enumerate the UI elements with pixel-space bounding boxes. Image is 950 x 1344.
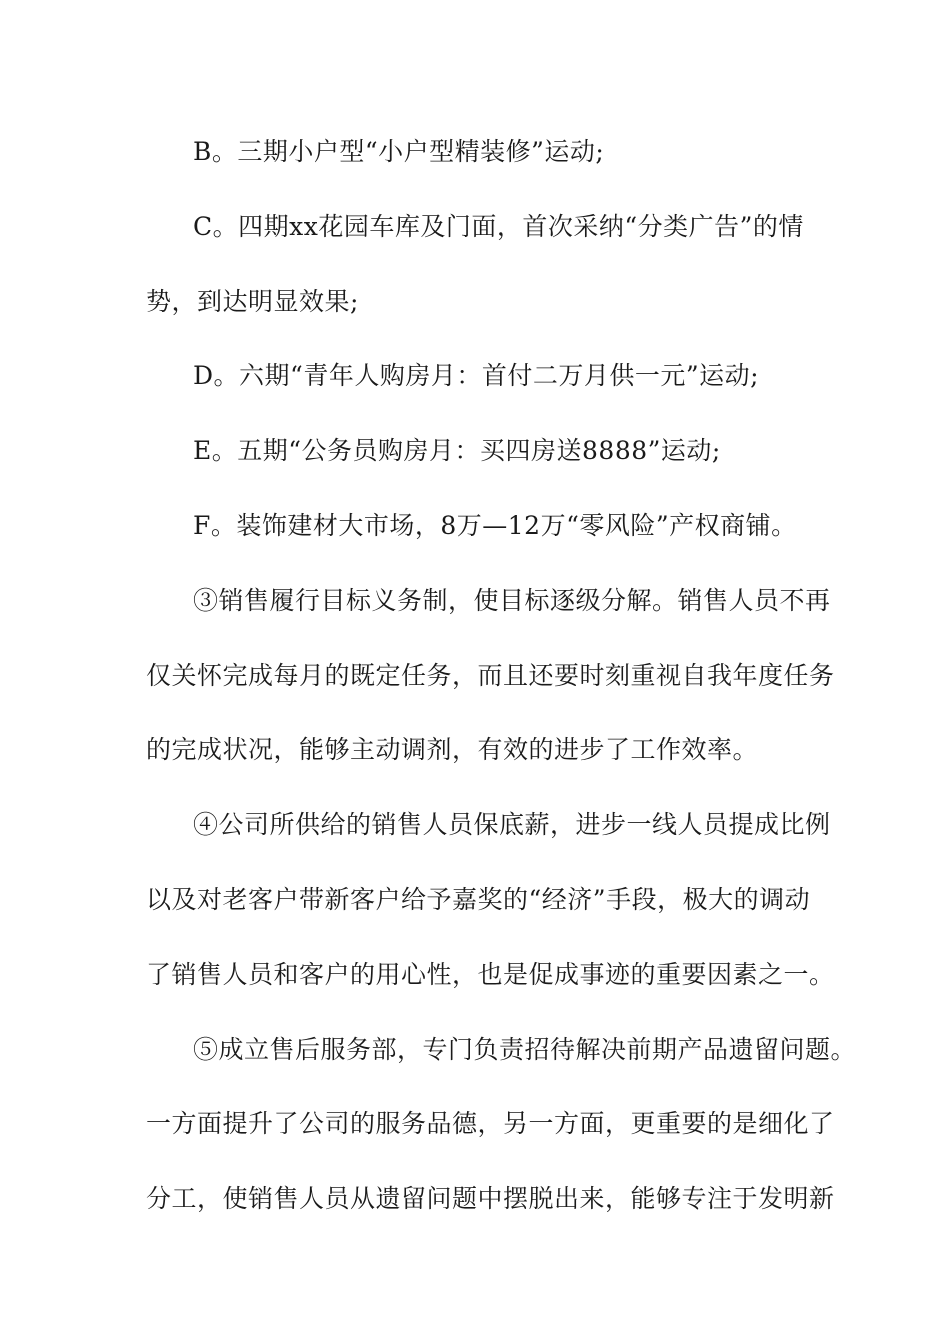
text-line: ④公司所供给的销售人员保底薪，进步一线人员提成比例 <box>193 810 831 839</box>
text-line: ⑤成立售后服务部，专门负责招待解决前期产品遗留问题。 <box>193 1035 857 1064</box>
text-line: 一方面提升了公司的服务品德，另一方面，更重要的是细化了 <box>146 1109 835 1138</box>
text-line: 仅关怀完成每月的既定任务，而且还要时刻重视自我年度任务 <box>146 661 835 690</box>
text-line: 了销售人员和客户的用心性，也是促成事迹的重要因素之一。 <box>146 960 835 989</box>
text-line: 以及对老客户带新客户给予嘉奖的“经济”手段，极大的调动 <box>146 885 811 914</box>
text-line: B。三期小户型“小户型精装修”运动; <box>193 137 605 166</box>
text-line: 的完成状况，能够主动调剂，有效的进步了工作效率。 <box>146 735 759 764</box>
text-line: 分工，使销售人员从遗留问题中摆脱出来，能够专注于发明新 <box>146 1184 835 1213</box>
text-line: D。六期“青年人购房月：首付二万月供一元”运动; <box>193 361 760 390</box>
text-line: F。装饰建材大市场，8万—12万“零风险”产权商铺。 <box>193 511 797 540</box>
text-line: ③销售履行目标义务制，使目标逐级分解。销售人员不再 <box>193 586 831 615</box>
text-line: C。四期xx花园车库及门面，首次采纳“分类广告”的情 <box>193 212 804 241</box>
text-line: E。五期“公务员购房月：买四房送8888”运动; <box>193 436 721 465</box>
text-line: 势，到达明显效果; <box>146 287 359 316</box>
